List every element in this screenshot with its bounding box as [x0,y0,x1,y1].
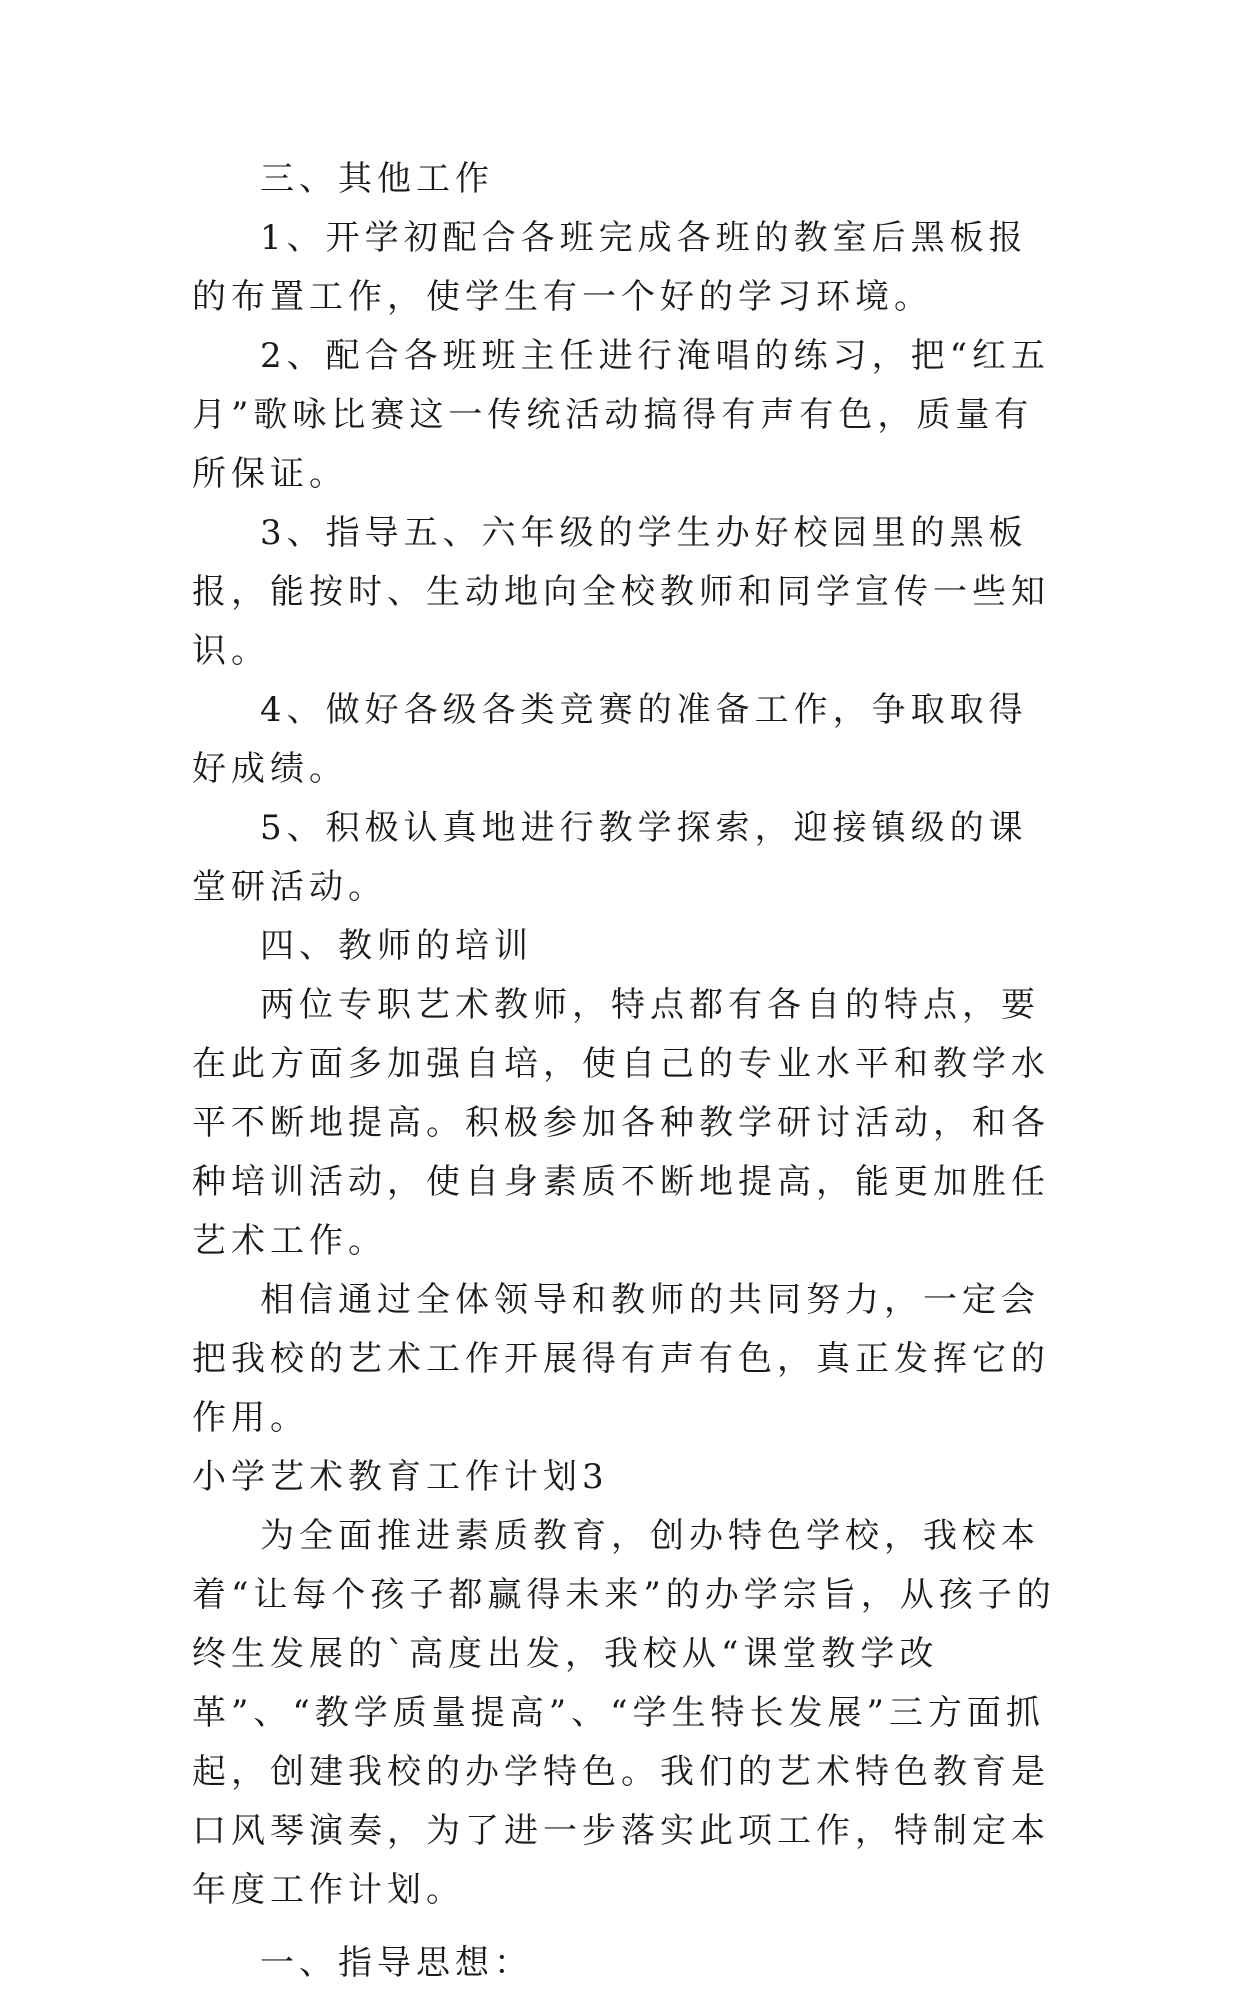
paragraph-conclusion: 相信通过全体领导和教师的共同努力，一定会把我校的艺术工作开展得有声有色，真正发挥它的作用。 [192,1280,1050,1438]
paragraph-item-2: 2、配合各班班主任进行淹唱的练习，把“红五月”歌咏比赛这一传统活动搞得有声有色，质量有所保证。 [192,336,1051,494]
paragraph-item-1: 1、开学初配合各班完成各班的教室后黑板报的布置工作，使学生有一个好的学习环境。 [192,218,1028,317]
heading-teacher-training: 四、教师的培训 [260,926,533,966]
paragraph-item-4: 4、做好各级各类竞赛的准备工作，争取取得好成绩。 [192,690,1028,789]
paragraph-item-3: 3、指导五、六年级的学生办好校园里的黑板报，能按时、生动地向全校教师和同学宣传一些知识。 [192,513,1050,671]
paragraph-training: 两位专职艺术教师，特点都有各自的特点，要在此方面多加强自培，使自己的专业水平和教学水平不断地提高。积极参加各种教学研讨活动，和各种培训活动，使自身素质不断地提高，能更加胜任艺术工作。 [192,985,1050,1261]
heading-other-work: 三、其他工作 [260,159,494,199]
paragraph-intro-plan-3: 为全面推进素质教育，创办特色学校，我校本着“让每个孩子都赢得未来”的办学宗旨，从孩子的终生发展的`高度出发，我校从“课堂教学改革”、“教学质量提高”、“学生特长发展”三方面抓起，创建我校的办学特色。我们的艺术特色教育是口风琴演奏，为了进一步落实此项工作，特制定本年度工作计划。 [192,1516,1056,1910]
document-body [192,150,1062,1993]
paragraph-item-5: 5、积极认真地进行教学探索，迎接镇级的课堂研活动。 [192,808,1028,907]
heading-guiding-ideology: 一、指导思想： [260,1943,533,1983]
section-title-plan-3: 小学艺术教育工作计划3 [192,1457,609,1497]
